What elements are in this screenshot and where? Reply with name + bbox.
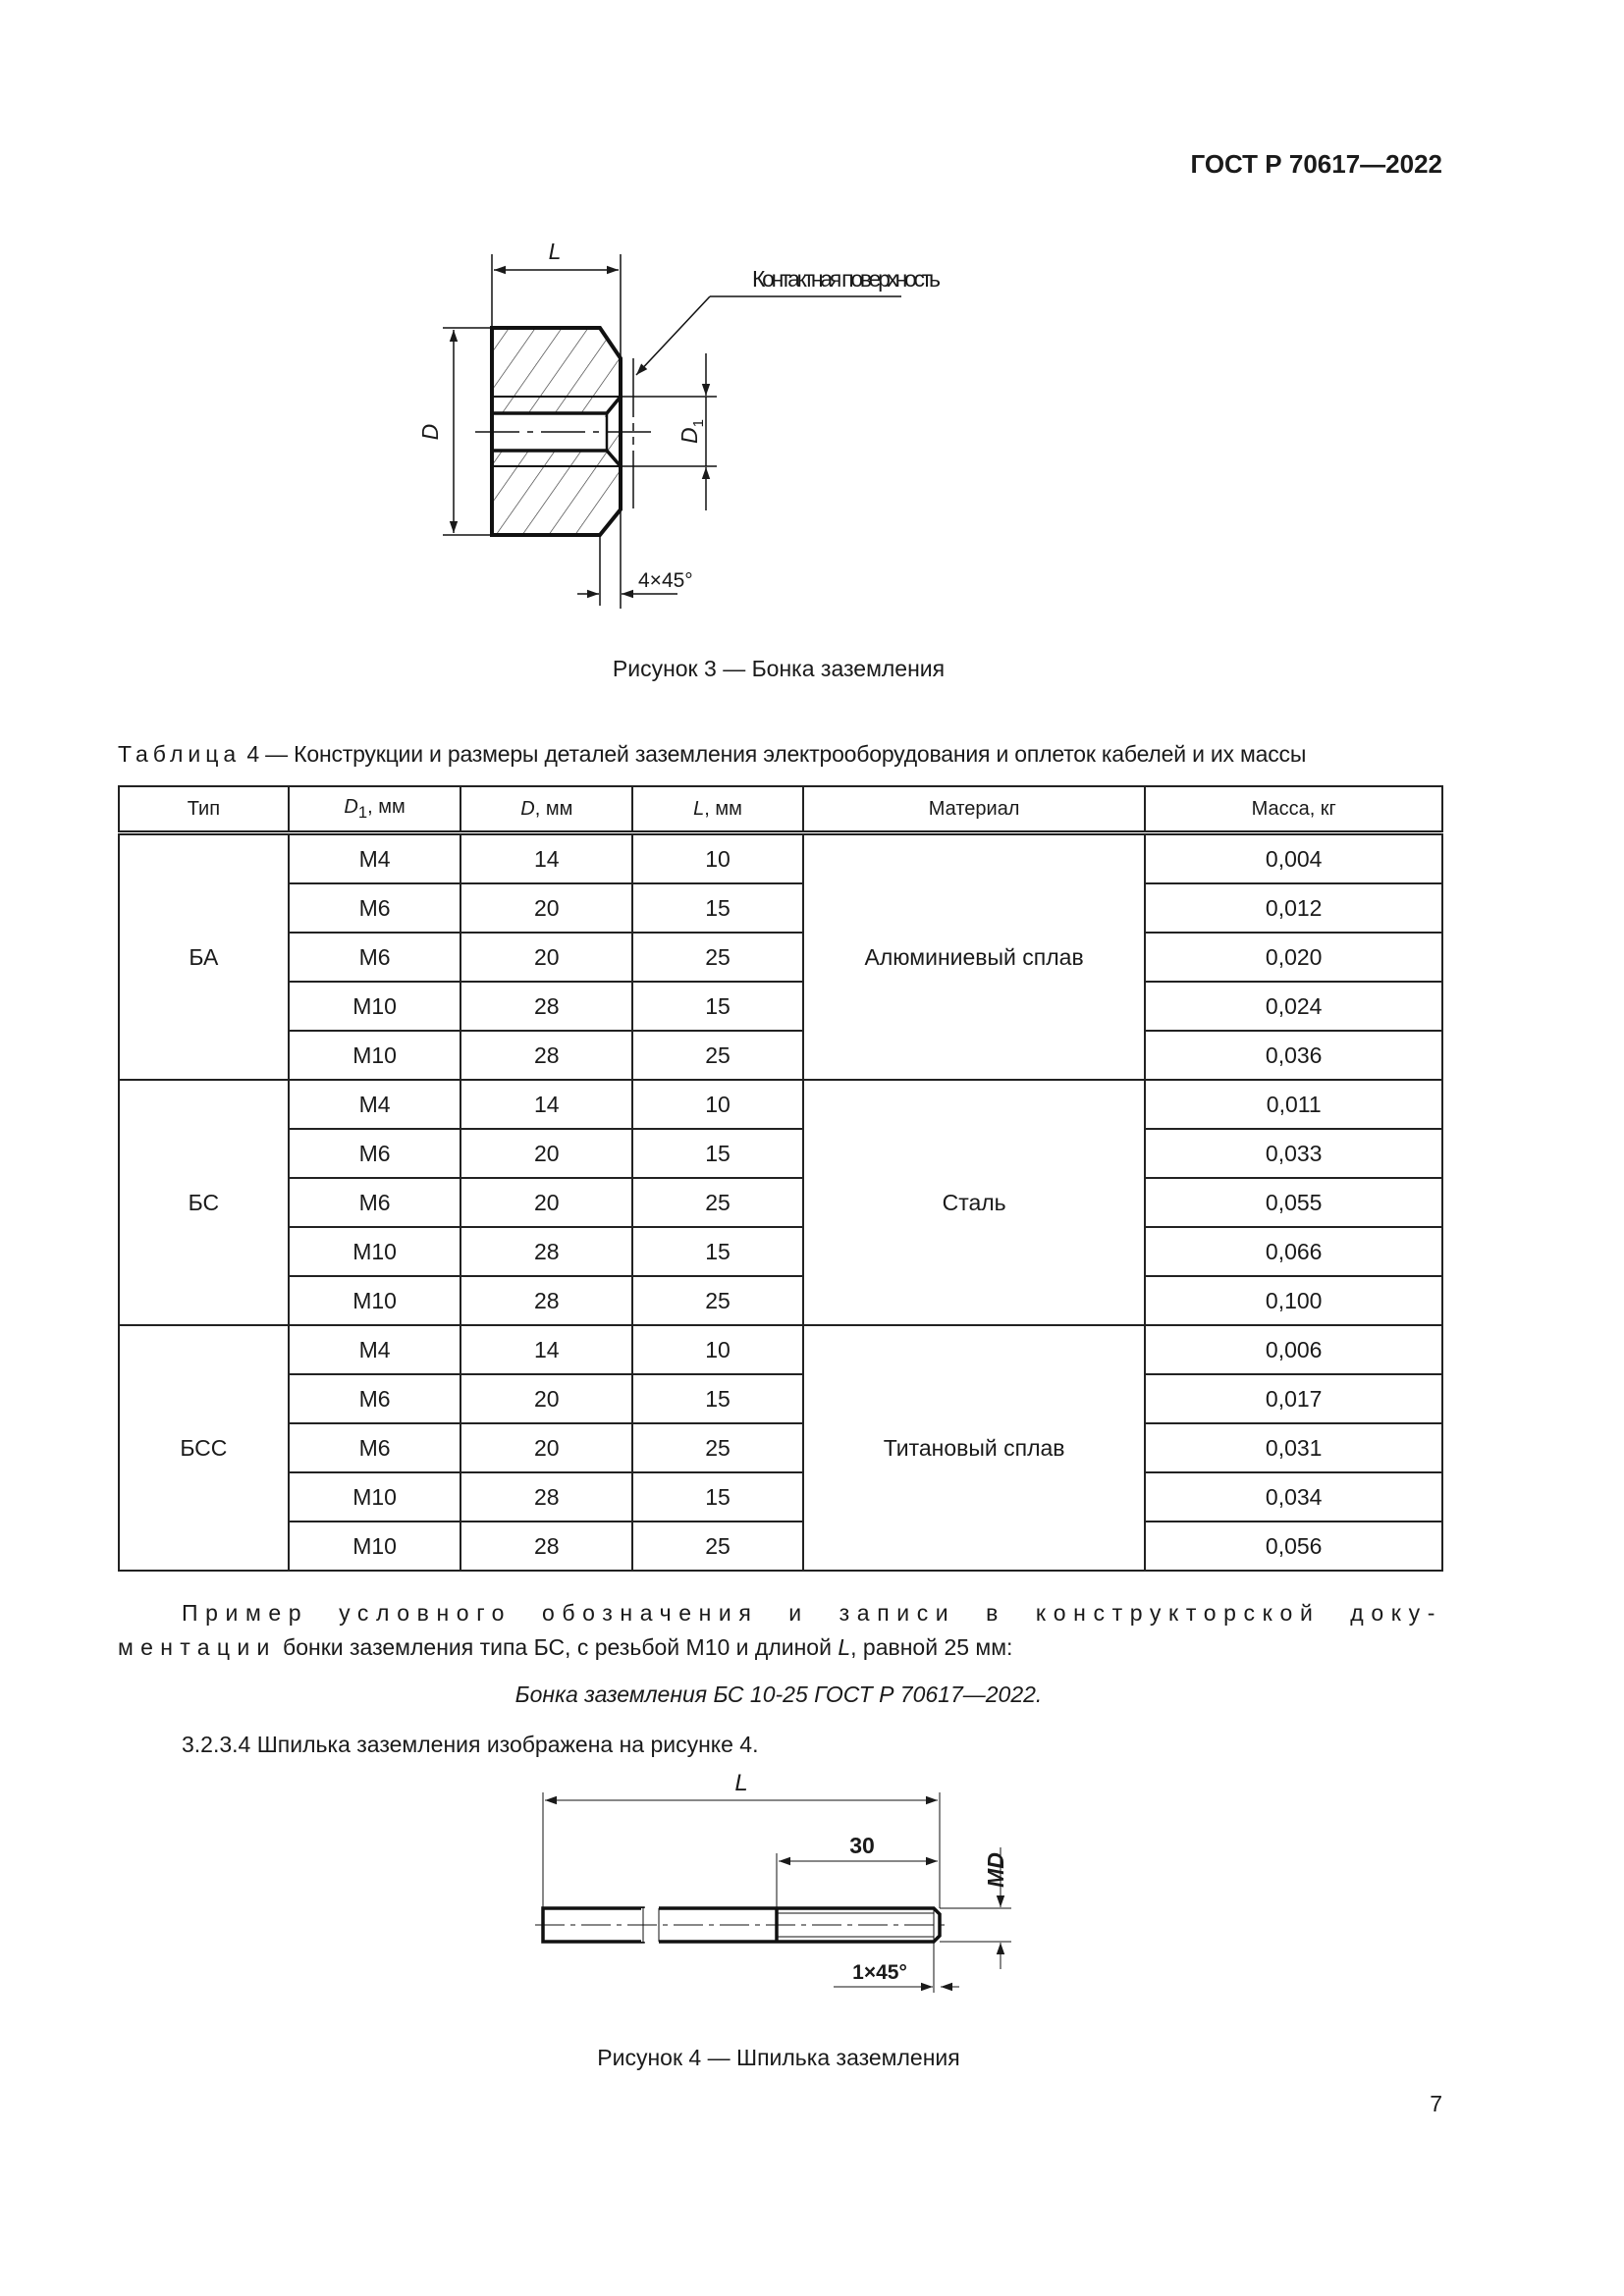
table-header-row (119, 786, 1442, 833)
cell-d1: М10 (289, 1031, 461, 1080)
cell-d1: М10 (289, 1276, 461, 1325)
table-row (119, 1472, 1442, 1522)
cell-l: 15 (632, 883, 803, 933)
table-row (119, 1374, 1442, 1423)
cell-mass: 0,020 (1145, 933, 1442, 982)
cell-d1: М6 (289, 1129, 461, 1178)
chamfer-label: 4×45° (638, 569, 693, 592)
cell-mass: 0,055 (1145, 1178, 1442, 1227)
dimension-MD (940, 1847, 1011, 1969)
cell-d: 14 (460, 1080, 632, 1129)
figure-4-drawing (0, 1767, 1624, 2022)
header-type: Тип (119, 786, 289, 833)
cell-d: 28 (460, 1031, 632, 1080)
cell-l: 15 (632, 1374, 803, 1423)
cell-mass: 0,100 (1145, 1276, 1442, 1325)
cell-d1: М6 (289, 883, 461, 933)
cell-d1: М10 (289, 1472, 461, 1522)
cell-d: 28 (460, 982, 632, 1031)
example-paragraph-line1: Пример условного обозначения и записи в конструкторской доку- (182, 1600, 1442, 1626)
cell-l: 10 (632, 833, 803, 884)
header-d: D, мм (460, 786, 632, 833)
cell-d1: М10 (289, 1227, 461, 1276)
cell-l: 25 (632, 933, 803, 982)
figure-3-drawing (0, 0, 1624, 707)
figure-4-caption: Рисунок 4 — Шпилька заземления (597, 2045, 960, 2070)
cell-l: 10 (632, 1080, 803, 1129)
label-L: L (548, 239, 562, 264)
table-row (119, 982, 1442, 1031)
document-number: ГОСТ Р 70617—2022 (1190, 149, 1442, 179)
cell-type: БА (119, 833, 289, 1081)
cell-l: 25 (632, 1276, 803, 1325)
table-row (119, 1080, 1442, 1129)
label-L: L (734, 1770, 748, 1796)
clause-3-2-3-4: 3.2.3.4 Шпилька заземления изображена на рисунке 4. (182, 1732, 759, 1757)
cell-d: 28 (460, 1227, 632, 1276)
figure-3-caption: Рисунок 3 — Бонка заземления (612, 656, 946, 681)
dimension-chamfer (577, 535, 693, 606)
table-row (119, 1031, 1442, 1080)
cell-mass: 0,066 (1145, 1227, 1442, 1276)
cell-d: 14 (460, 1325, 632, 1374)
label-D1: $D_1$ (677, 419, 707, 444)
label-D: D (417, 423, 443, 441)
table-row (119, 1178, 1442, 1227)
header-d1: $D_1$, мм (289, 786, 461, 833)
cell-l: 15 (632, 982, 803, 1031)
dimension-L (543, 1770, 940, 1908)
cell-l: 15 (632, 1129, 803, 1178)
label-MD: MD (983, 1852, 1008, 1888)
grounding-stud (535, 1908, 950, 1942)
cell-type: БС (119, 1080, 289, 1325)
example-paragraph-line2: ментации бонки заземления типа БС, с резьбой М10 и длиной L, равной 25 мм: (118, 1634, 1013, 1660)
cell-d1: М10 (289, 982, 461, 1031)
cell-d: 28 (460, 1522, 632, 1571)
table-row (119, 1276, 1442, 1325)
cell-d: 20 (460, 933, 632, 982)
cell-l: 25 (632, 1522, 803, 1571)
label-30: 30 (849, 1833, 875, 1858)
table-row (119, 1522, 1442, 1571)
cell-material: Алюминиевый сплав (803, 833, 1146, 1081)
table-row (119, 1227, 1442, 1276)
table-row (119, 933, 1442, 982)
cell-l: 10 (632, 1325, 803, 1374)
cell-d: 28 (460, 1276, 632, 1325)
cell-mass: 0,006 (1145, 1325, 1442, 1374)
contact-surface-label: Контактная поверхность (752, 266, 941, 292)
table-body (119, 833, 1442, 1572)
designation-example: Бонка заземления БС 10-25 ГОСТ Р 70617—2022. (514, 1682, 1043, 1707)
contact-surface-leader (633, 266, 941, 508)
cell-mass: 0,036 (1145, 1031, 1442, 1080)
cell-mass: 0,024 (1145, 982, 1442, 1031)
cell-d: 20 (460, 1374, 632, 1423)
cell-d1: М4 (289, 1325, 461, 1374)
cell-l: 15 (632, 1227, 803, 1276)
table-row (119, 1423, 1442, 1472)
cell-mass: 0,011 (1145, 1080, 1442, 1129)
chamfer-label: 1×45° (852, 1961, 907, 1984)
cell-d1: М10 (289, 1522, 461, 1571)
cell-d: 14 (460, 833, 632, 884)
table-title: Таблица 4 — Конструкции и размеры деталей заземления электрооборудования и оплеток кабелей и их массы (118, 741, 1307, 767)
page-number: 7 (1430, 2091, 1442, 2116)
dimension-30 (777, 1833, 938, 1908)
cell-d1: М4 (289, 1080, 461, 1129)
cell-d1: М6 (289, 1178, 461, 1227)
dimension-chamfer (834, 1942, 959, 1993)
cell-material: Титановый сплав (803, 1325, 1146, 1571)
cell-l: 25 (632, 1423, 803, 1472)
cell-d1: М4 (289, 833, 461, 884)
cell-d: 20 (460, 883, 632, 933)
cell-d1: М6 (289, 1374, 461, 1423)
header-mass: Масса, кг (1145, 786, 1442, 833)
cell-d: 20 (460, 1129, 632, 1178)
cell-mass: 0,056 (1145, 1522, 1442, 1571)
header-l: L, мм (632, 786, 803, 833)
cell-mass: 0,034 (1145, 1472, 1442, 1522)
table-row (119, 833, 1442, 884)
cell-d: 28 (460, 1472, 632, 1522)
cell-d: 20 (460, 1178, 632, 1227)
header-material: Материал (803, 786, 1146, 833)
table-row (119, 1325, 1442, 1374)
grounding-boss-section (475, 328, 654, 535)
cell-d1: М6 (289, 933, 461, 982)
cell-type: БСС (119, 1325, 289, 1571)
cell-mass: 0,004 (1145, 833, 1442, 884)
cell-mass: 0,031 (1145, 1423, 1442, 1472)
cell-d1: М6 (289, 1423, 461, 1472)
cell-l: 25 (632, 1031, 803, 1080)
cell-mass: 0,017 (1145, 1374, 1442, 1423)
cell-l: 15 (632, 1472, 803, 1522)
grounding-parts-table (118, 785, 1443, 1572)
cell-mass: 0,012 (1145, 883, 1442, 933)
cell-d: 20 (460, 1423, 632, 1472)
table-row (119, 1129, 1442, 1178)
cell-material: Сталь (803, 1080, 1146, 1325)
cell-l: 25 (632, 1178, 803, 1227)
table-row (119, 883, 1442, 933)
cell-mass: 0,033 (1145, 1129, 1442, 1178)
